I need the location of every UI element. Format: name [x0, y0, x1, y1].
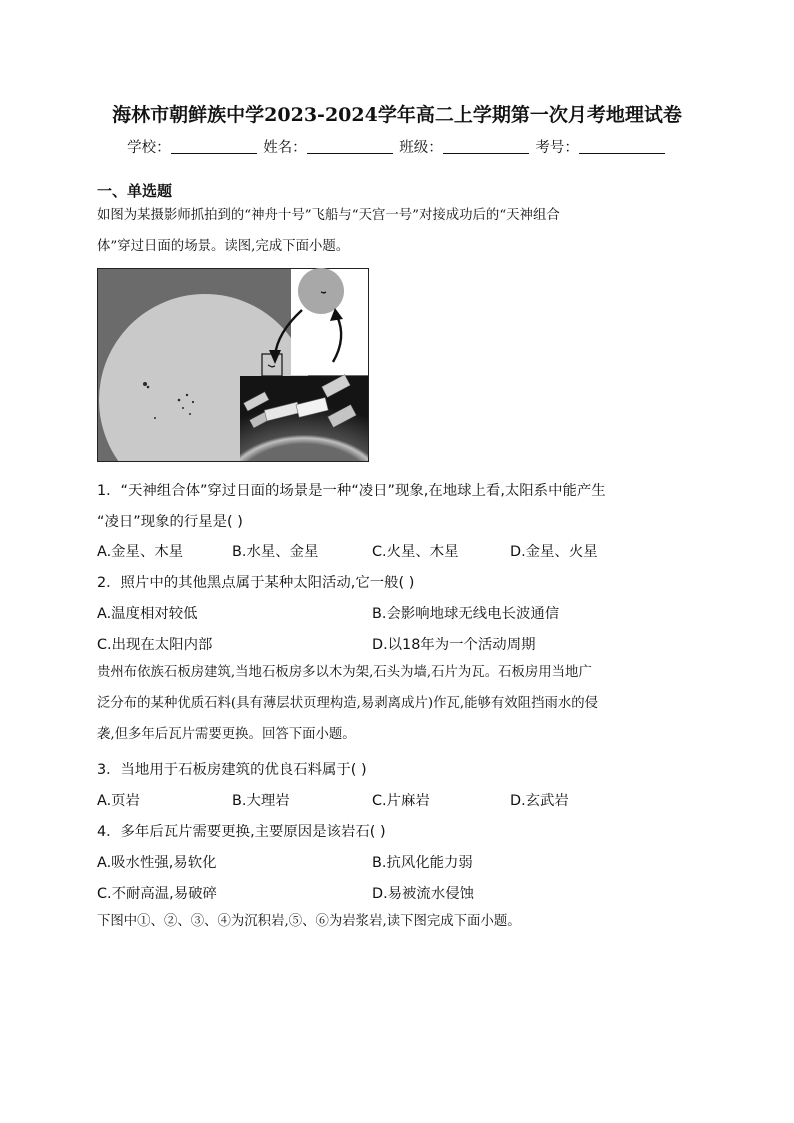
option-a[interactable]: A.金星、木星	[97, 544, 184, 560]
option-b[interactable]: B.抗风化能力弱	[372, 855, 473, 871]
name-blank[interactable]	[307, 139, 393, 154]
name-label: 姓名：	[263, 140, 307, 156]
passage-2	[97, 657, 695, 750]
inset-sun-circle	[298, 268, 344, 314]
option-c[interactable]: C.片麻岩	[372, 793, 430, 809]
question-1	[97, 476, 695, 538]
section-heading: 一、单选题	[97, 182, 173, 200]
inset-spacecraft	[321, 292, 326, 293]
option-b[interactable]: B.大理岩	[232, 793, 290, 809]
passage-line: 泛分布的某种优质石料(具有薄层状页理构造,易剥离成片)作瓦,能够有效阻挡雨水的侵	[97, 696, 599, 711]
option-d[interactable]: D.易被流水侵蚀	[372, 886, 474, 902]
passage-line: 体”穿过日面的场景。读图,完成下面小题。	[97, 239, 350, 254]
sun-transit-figure	[97, 268, 369, 462]
question-2: 2．照片中的其他黑点属于某种太阳活动,它一般( )	[97, 575, 415, 591]
passage-1	[97, 200, 695, 262]
question-line: “凌日”现象的行星是( )	[97, 514, 243, 530]
option-b[interactable]: B.会影响地球无线电长波通信	[372, 606, 560, 622]
passage-line: 下图中①、②、③、④为沉积岩,⑤、⑥为岩浆岩,读下图完成下面小题。	[97, 914, 521, 929]
option-b[interactable]: B.水星、金星	[232, 544, 319, 560]
option-d[interactable]: D.玄武岩	[510, 793, 569, 809]
passage-line: 如图为某摄影师抓拍到的“神舟十号”飞船与“天宫一号”对接成功后的“天神组合	[97, 208, 560, 223]
option-c[interactable]: C.出现在太阳内部	[97, 637, 213, 653]
school-label: 学校：	[127, 140, 171, 156]
number-blank[interactable]	[579, 139, 665, 154]
option-d[interactable]: D.以18年为一个活动周期	[372, 637, 536, 653]
question-line: 1．“天神组合体”穿过日面的场景是一种“凌日”现象,在地球上看,太阳系中能产生	[97, 483, 606, 499]
passage-3	[97, 906, 695, 937]
passage-line: 贵州布依族石板房建筑,当地石板房多以木为架,石头为墙,石片为瓦。石板房用当地广	[97, 665, 592, 680]
question-3: 3．当地用于石板房建筑的优良石料属于( )	[97, 762, 367, 778]
question-4: 4．多年后瓦片需要更换,主要原因是该岩石( )	[97, 824, 386, 840]
class-label: 班级：	[399, 140, 443, 156]
passage-line: 袭,但多年后瓦片需要更换。回答下面小题。	[97, 727, 356, 742]
option-c[interactable]: C.火星、木星	[372, 544, 459, 560]
option-a[interactable]: A.页岩	[97, 793, 140, 809]
number-label: 考号：	[535, 140, 579, 156]
option-a[interactable]: A.温度相对较低	[97, 606, 198, 622]
page-title: 海林市朝鲜族中学2023-2024学年高二上学期第一次月考地理试卷	[112, 104, 682, 126]
school-blank[interactable]	[171, 139, 257, 154]
option-a[interactable]: A.吸水性强,易软化	[97, 855, 217, 871]
option-d[interactable]: D.金星、火星	[510, 544, 598, 560]
student-info-line	[0, 136, 794, 157]
option-c[interactable]: C.不耐高温,易破碎	[97, 886, 217, 902]
class-blank[interactable]	[443, 139, 529, 154]
